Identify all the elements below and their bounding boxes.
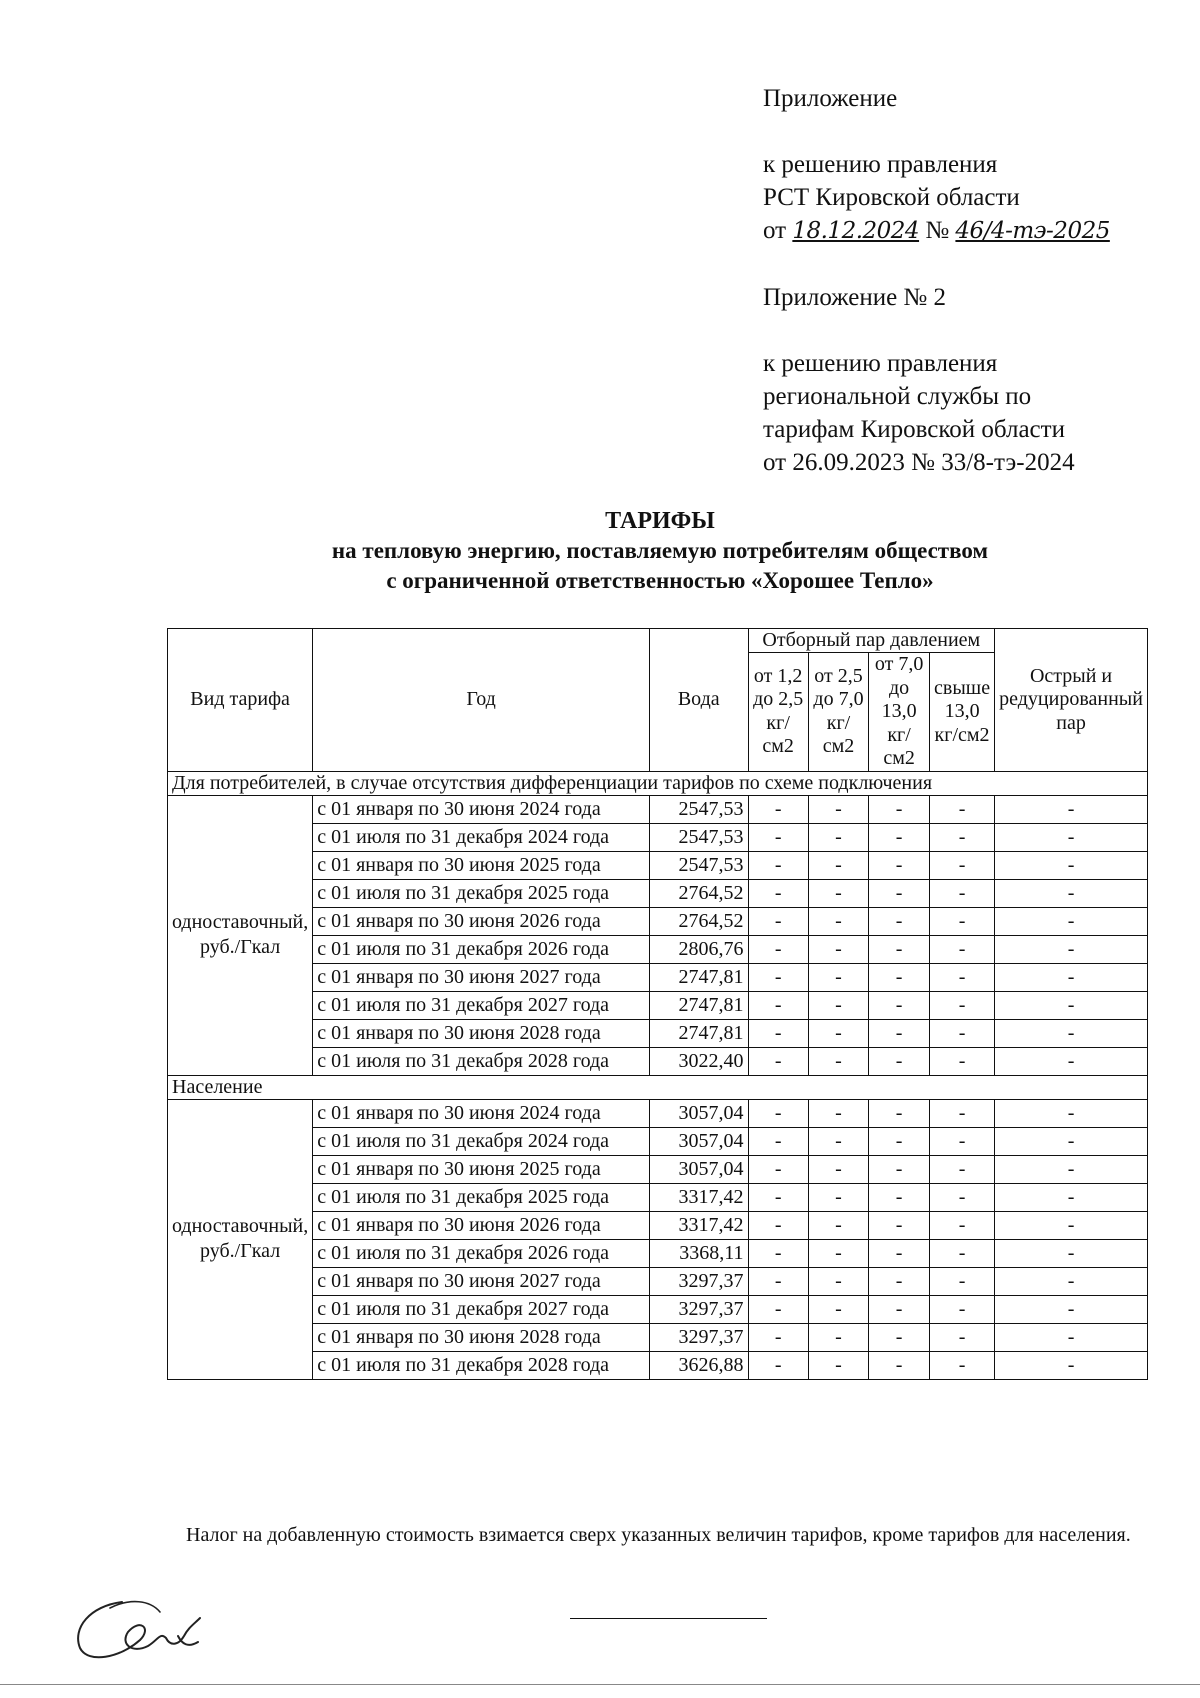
period-cell: с 01 июля по 31 декабря 2027 года bbox=[313, 1295, 650, 1323]
table-row bbox=[168, 823, 1148, 851]
period-cell: с 01 июля по 31 декабря 2024 года bbox=[313, 823, 650, 851]
steam-tariff-cell: - bbox=[808, 879, 868, 907]
steam-tariff-cell: - bbox=[995, 851, 1148, 879]
steam-tariff-cell: - bbox=[869, 991, 930, 1019]
appendix-number: 46/4-тэ-2025 bbox=[955, 218, 1110, 244]
steam-tariff-cell: - bbox=[748, 1351, 808, 1379]
section-row bbox=[168, 771, 1148, 795]
water-tariff-cell: 2547,53 bbox=[650, 795, 748, 823]
table-row bbox=[168, 795, 1148, 823]
table-row bbox=[168, 907, 1148, 935]
table-row bbox=[168, 1295, 1148, 1323]
title-sub-1: на тепловую энергию, поставляемую потребителям обществом bbox=[331, 538, 989, 563]
header-steam-group: Отборный пар давлением bbox=[748, 629, 995, 653]
steam-tariff-cell: - bbox=[930, 1127, 995, 1155]
table-row bbox=[168, 1323, 1148, 1351]
table-row bbox=[168, 1099, 1148, 1127]
separator-line bbox=[570, 1618, 767, 1619]
table-row bbox=[168, 1127, 1148, 1155]
section-title: Для потребителей, в случае отсутствия дифференциации тарифов по схеме подключения bbox=[168, 771, 1148, 795]
steam-tariff-cell: - bbox=[748, 907, 808, 935]
water-tariff-cell: 2547,53 bbox=[650, 823, 748, 851]
appendix-2-title: Приложение № 2 bbox=[763, 284, 947, 311]
appendix-2-decision: к решению правления bbox=[763, 350, 998, 377]
steam-tariff-cell: - bbox=[748, 1211, 808, 1239]
period-cell: с 01 июля по 31 декабря 2028 года bbox=[313, 1047, 650, 1075]
steam-tariff-cell: - bbox=[930, 1295, 995, 1323]
period-cell: с 01 июля по 31 декабря 2025 года bbox=[313, 1183, 650, 1211]
period-cell: с 01 июля по 31 декабря 2027 года bbox=[313, 991, 650, 1019]
steam-tariff-cell: - bbox=[869, 935, 930, 963]
steam-tariff-cell: - bbox=[930, 823, 995, 851]
table-row bbox=[168, 991, 1148, 1019]
steam-tariff-cell: - bbox=[808, 1323, 868, 1351]
steam-tariff-cell: - bbox=[930, 1267, 995, 1295]
steam-tariff-cell: - bbox=[808, 1047, 868, 1075]
header-tariff-type: Вид тарифа bbox=[168, 629, 313, 772]
signature-image bbox=[70, 1588, 230, 1668]
water-tariff-cell: 2764,52 bbox=[650, 879, 748, 907]
steam-tariff-cell: - bbox=[869, 907, 930, 935]
steam-tariff-cell: - bbox=[808, 991, 868, 1019]
steam-tariff-cell: - bbox=[995, 907, 1148, 935]
steam-tariff-cell: - bbox=[808, 1183, 868, 1211]
table-row bbox=[168, 963, 1148, 991]
period-cell: с 01 июля по 31 декабря 2026 года bbox=[313, 1239, 650, 1267]
header-pressure-3: от 7,0 до 13,0 кг/см2 bbox=[869, 653, 930, 772]
steam-tariff-cell: - bbox=[869, 879, 930, 907]
appendix-2-service: региональной службы по bbox=[763, 383, 1032, 410]
steam-tariff-cell: - bbox=[930, 991, 995, 1019]
steam-tariff-cell: - bbox=[748, 1239, 808, 1267]
steam-tariff-cell: - bbox=[930, 1239, 995, 1267]
water-tariff-cell: 2747,81 bbox=[650, 963, 748, 991]
steam-tariff-cell: - bbox=[748, 1267, 808, 1295]
steam-tariff-cell: - bbox=[995, 1127, 1148, 1155]
appendix-authority: РСТ Кировской области bbox=[763, 184, 1020, 211]
steam-tariff-cell: - bbox=[869, 1047, 930, 1075]
steam-tariff-cell: - bbox=[995, 823, 1148, 851]
water-tariff-cell: 3368,11 bbox=[650, 1239, 748, 1267]
steam-tariff-cell: - bbox=[930, 1351, 995, 1379]
steam-tariff-cell: - bbox=[995, 963, 1148, 991]
steam-tariff-cell: - bbox=[748, 1019, 808, 1047]
steam-tariff-cell: - bbox=[995, 1211, 1148, 1239]
table-row bbox=[168, 1183, 1148, 1211]
steam-tariff-cell: - bbox=[808, 1211, 868, 1239]
steam-tariff-cell: - bbox=[808, 935, 868, 963]
table-row bbox=[168, 1351, 1148, 1379]
steam-tariff-cell: - bbox=[995, 1323, 1148, 1351]
steam-tariff-cell: - bbox=[869, 1351, 930, 1379]
water-tariff-cell: 3297,37 bbox=[650, 1267, 748, 1295]
steam-tariff-cell: - bbox=[930, 1047, 995, 1075]
appendix-decision: к решению правления bbox=[763, 151, 998, 178]
table-row bbox=[168, 851, 1148, 879]
steam-tariff-cell: - bbox=[748, 1099, 808, 1127]
period-cell: с 01 января по 30 июня 2026 года bbox=[313, 1211, 650, 1239]
steam-tariff-cell: - bbox=[808, 1019, 868, 1047]
water-tariff-cell: 3317,42 bbox=[650, 1183, 748, 1211]
steam-tariff-cell: - bbox=[930, 851, 995, 879]
steam-tariff-cell: - bbox=[808, 1155, 868, 1183]
steam-tariff-cell: - bbox=[869, 1267, 930, 1295]
steam-tariff-cell: - bbox=[995, 1019, 1148, 1047]
title-main: ТАРИФЫ bbox=[605, 508, 715, 534]
steam-tariff-cell: - bbox=[930, 879, 995, 907]
table-row bbox=[168, 879, 1148, 907]
table-row bbox=[168, 1155, 1148, 1183]
steam-tariff-cell: - bbox=[995, 795, 1148, 823]
appendix-title: Приложение bbox=[763, 85, 898, 112]
steam-tariff-cell: - bbox=[869, 1239, 930, 1267]
header-water: Вода bbox=[650, 629, 748, 772]
steam-tariff-cell: - bbox=[808, 851, 868, 879]
steam-tariff-cell: - bbox=[869, 1295, 930, 1323]
page-bottom-line bbox=[0, 1684, 1200, 1685]
steam-tariff-cell: - bbox=[748, 963, 808, 991]
water-tariff-cell: 2764,52 bbox=[650, 907, 748, 935]
steam-tariff-cell: - bbox=[930, 935, 995, 963]
steam-tariff-cell: - bbox=[748, 795, 808, 823]
document-title bbox=[0, 506, 1200, 596]
steam-tariff-cell: - bbox=[808, 1295, 868, 1323]
steam-tariff-cell: - bbox=[869, 1211, 930, 1239]
steam-tariff-cell: - bbox=[930, 1099, 995, 1127]
period-cell: с 01 января по 30 июня 2028 года bbox=[313, 1323, 650, 1351]
appendix-number-sign: № bbox=[925, 217, 950, 244]
section-row bbox=[168, 1075, 1148, 1099]
steam-tariff-cell: - bbox=[869, 851, 930, 879]
period-cell: с 01 января по 30 июня 2024 года bbox=[313, 1099, 650, 1127]
steam-tariff-cell: - bbox=[808, 795, 868, 823]
period-cell: с 01 июля по 31 декабря 2026 года bbox=[313, 935, 650, 963]
steam-tariff-cell: - bbox=[930, 795, 995, 823]
steam-tariff-cell: - bbox=[748, 991, 808, 1019]
table-row bbox=[168, 1211, 1148, 1239]
steam-tariff-cell: - bbox=[748, 1047, 808, 1075]
steam-tariff-cell: - bbox=[869, 1019, 930, 1047]
steam-tariff-cell: - bbox=[995, 935, 1148, 963]
steam-tariff-cell: - bbox=[808, 823, 868, 851]
steam-tariff-cell: - bbox=[748, 1183, 808, 1211]
water-tariff-cell: 2747,81 bbox=[650, 1019, 748, 1047]
steam-tariff-cell: - bbox=[995, 1351, 1148, 1379]
steam-tariff-cell: - bbox=[748, 1155, 808, 1183]
steam-tariff-cell: - bbox=[748, 1295, 808, 1323]
appendix-date-number bbox=[763, 214, 1183, 248]
table-row bbox=[168, 1239, 1148, 1267]
steam-tariff-cell: - bbox=[995, 1295, 1148, 1323]
period-cell: с 01 июля по 31 декабря 2024 года bbox=[313, 1127, 650, 1155]
water-tariff-cell: 2747,81 bbox=[650, 991, 748, 1019]
steam-tariff-cell: - bbox=[808, 1127, 868, 1155]
steam-tariff-cell: - bbox=[995, 991, 1148, 1019]
appendix-block bbox=[763, 82, 1183, 479]
header-pressure-2: от 2,5 до 7,0 кг/см2 bbox=[808, 653, 868, 772]
section-title: Население bbox=[168, 1075, 1148, 1099]
steam-tariff-cell: - bbox=[808, 907, 868, 935]
period-cell: с 01 июля по 31 декабря 2028 года bbox=[313, 1351, 650, 1379]
steam-tariff-cell: - bbox=[930, 963, 995, 991]
period-cell: с 01 января по 30 июня 2027 года bbox=[313, 963, 650, 991]
steam-tariff-cell: - bbox=[869, 795, 930, 823]
steam-tariff-cell: - bbox=[748, 1323, 808, 1351]
water-tariff-cell: 3297,37 bbox=[650, 1295, 748, 1323]
steam-tariff-cell: - bbox=[869, 963, 930, 991]
steam-tariff-cell: - bbox=[995, 1047, 1148, 1075]
steam-tariff-cell: - bbox=[869, 1099, 930, 1127]
tariff-type-cell: одноставочный, руб./Гкал bbox=[168, 1099, 313, 1379]
period-cell: с 01 января по 30 июня 2025 года bbox=[313, 1155, 650, 1183]
water-tariff-cell: 3022,40 bbox=[650, 1047, 748, 1075]
steam-tariff-cell: - bbox=[995, 879, 1148, 907]
header-year: Год bbox=[313, 629, 650, 772]
water-tariff-cell: 2806,76 bbox=[650, 935, 748, 963]
steam-tariff-cell: - bbox=[930, 1183, 995, 1211]
steam-tariff-cell: - bbox=[930, 1155, 995, 1183]
steam-tariff-cell: - bbox=[995, 1099, 1148, 1127]
tariff-table-body bbox=[168, 771, 1148, 1379]
water-tariff-cell: 3626,88 bbox=[650, 1351, 748, 1379]
period-cell: с 01 января по 30 июня 2027 года bbox=[313, 1267, 650, 1295]
header-sharp-steam: Острый и редуцированный пар bbox=[995, 629, 1148, 772]
steam-tariff-cell: - bbox=[808, 1267, 868, 1295]
period-cell: с 01 января по 30 июня 2025 года bbox=[313, 851, 650, 879]
vat-note: Налог на добавленную стоимость взимается сверх указанных величин тарифов, кроме тарифов для населения. bbox=[186, 1524, 1131, 1546]
water-tariff-cell: 3057,04 bbox=[650, 1155, 748, 1183]
steam-tariff-cell: - bbox=[930, 1323, 995, 1351]
steam-tariff-cell: - bbox=[808, 1239, 868, 1267]
period-cell: с 01 января по 30 июня 2026 года bbox=[313, 907, 650, 935]
steam-tariff-cell: - bbox=[995, 1155, 1148, 1183]
tariff-type-cell: одноставочный, руб./Гкал bbox=[168, 795, 313, 1075]
header-pressure-1: от 1,2 до 2,5 кг/см2 bbox=[748, 653, 808, 772]
steam-tariff-cell: - bbox=[930, 907, 995, 935]
water-tariff-cell: 3057,04 bbox=[650, 1127, 748, 1155]
period-cell: с 01 июля по 31 декабря 2025 года bbox=[313, 879, 650, 907]
header-pressure-4: свыше 13,0 кг/см2 bbox=[930, 653, 995, 772]
tariff-table bbox=[167, 628, 1148, 1380]
steam-tariff-cell: - bbox=[869, 1155, 930, 1183]
steam-tariff-cell: - bbox=[748, 1127, 808, 1155]
steam-tariff-cell: - bbox=[930, 1211, 995, 1239]
title-sub-2: с ограниченной ответственностью «Хорошее Тепло» bbox=[386, 568, 934, 593]
period-cell: с 01 января по 30 июня 2028 года bbox=[313, 1019, 650, 1047]
appendix-2-date-number: от 26.09.2023 № 33/8-тэ-2024 bbox=[763, 449, 1075, 476]
table-row bbox=[168, 1267, 1148, 1295]
table-row bbox=[168, 1047, 1148, 1075]
water-tariff-cell: 3297,37 bbox=[650, 1323, 748, 1351]
water-tariff-cell: 3057,04 bbox=[650, 1099, 748, 1127]
appendix-date: 18.12.2024 bbox=[792, 218, 920, 244]
table-row bbox=[168, 1019, 1148, 1047]
steam-tariff-cell: - bbox=[808, 1099, 868, 1127]
period-cell: с 01 января по 30 июня 2024 года bbox=[313, 795, 650, 823]
steam-tariff-cell: - bbox=[869, 1323, 930, 1351]
water-tariff-cell: 2547,53 bbox=[650, 851, 748, 879]
steam-tariff-cell: - bbox=[748, 851, 808, 879]
steam-tariff-cell: - bbox=[995, 1239, 1148, 1267]
steam-tariff-cell: - bbox=[748, 823, 808, 851]
steam-tariff-cell: - bbox=[808, 1351, 868, 1379]
steam-tariff-cell: - bbox=[930, 1019, 995, 1047]
appendix-date-prefix: от bbox=[763, 217, 787, 244]
table-row bbox=[168, 935, 1148, 963]
steam-tariff-cell: - bbox=[808, 963, 868, 991]
appendix-2-region: тарифам Кировской области bbox=[763, 416, 1065, 443]
steam-tariff-cell: - bbox=[995, 1183, 1148, 1211]
water-tariff-cell: 3317,42 bbox=[650, 1211, 748, 1239]
steam-tariff-cell: - bbox=[869, 1127, 930, 1155]
steam-tariff-cell: - bbox=[748, 879, 808, 907]
steam-tariff-cell: - bbox=[995, 1267, 1148, 1295]
steam-tariff-cell: - bbox=[869, 823, 930, 851]
steam-tariff-cell: - bbox=[869, 1183, 930, 1211]
steam-tariff-cell: - bbox=[748, 935, 808, 963]
